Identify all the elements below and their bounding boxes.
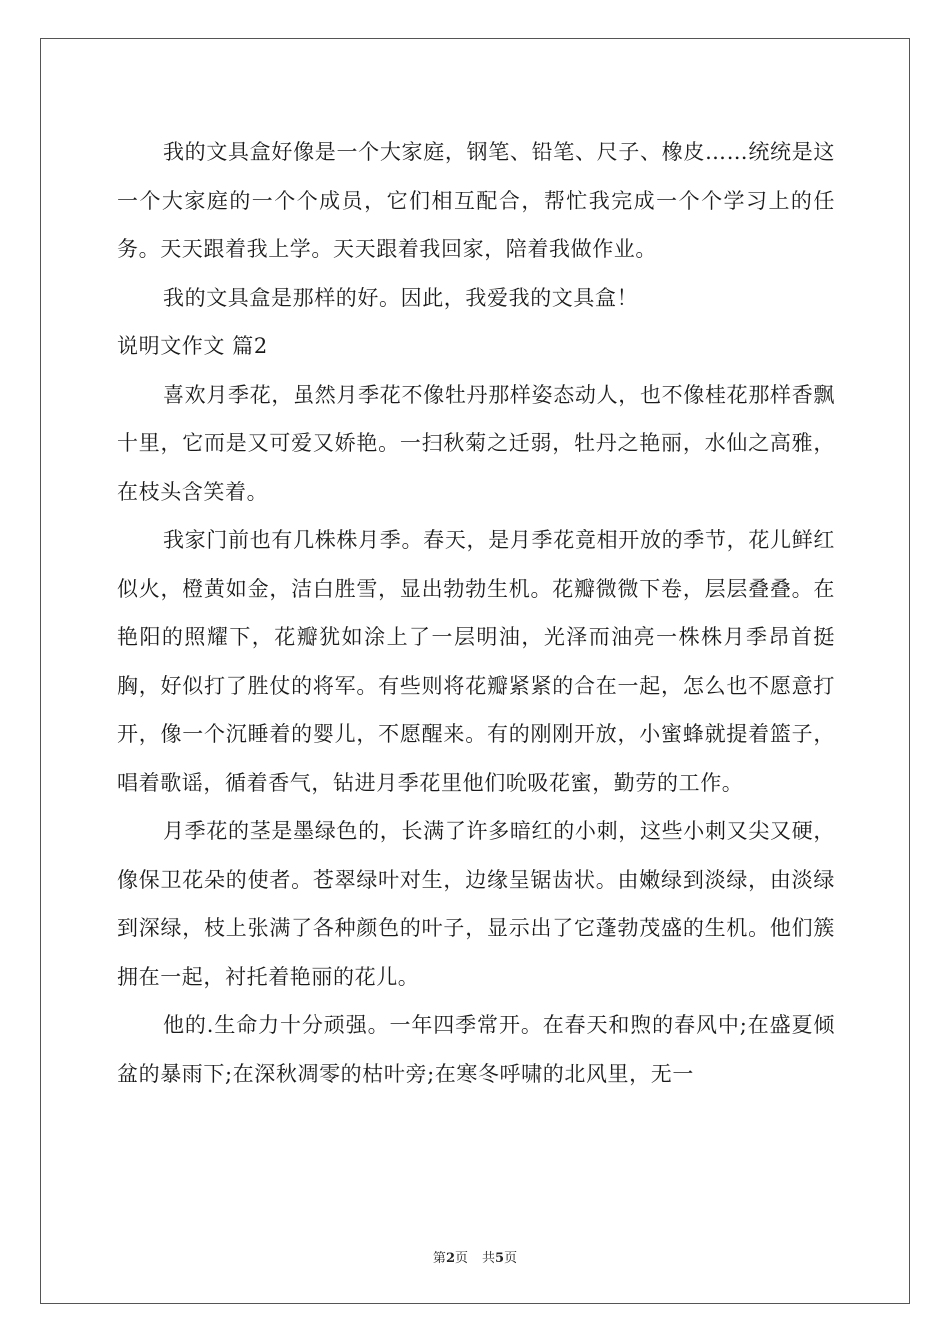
paragraph: 他的.生命力十分顽强。一年四季常开。在春天和煦的春风中;在盛夏倾盆的暴雨下;在深秋凋零的枯叶旁;在寒冬呼啸的北风里，无一 — [117, 1013, 835, 1086]
total-suffix: 页 — [504, 1251, 518, 1266]
paragraph: 我家门前也有几株株月季。春天，是月季花竟相开放的季节，花儿鲜红似火，橙黄如金，洁白胜雪，显出勃勃生机。花瓣微微下卷，层层叠叠。在艳阳的照耀下，花瓣犹如涂上了一层明油，光泽而油亮一株株月季昂首挺胸，好似打了胜仗的将军。有些则将花瓣紧紧的合在一起，怎么也不愿意打开，像一个沉睡着的婴儿，不愿醒来。有的刚刚开放，小蜜蜂就提着篮子，唱着歌谣，循着香气，钻进月季花里他们吮吸花蜜，勤劳的工作。 — [117, 528, 835, 795]
total-pages: 5 — [495, 1251, 505, 1266]
page-footer — [0, 1247, 950, 1266]
section-heading: 说明文作文 篇2 — [117, 334, 268, 358]
page-prefix: 第 — [432, 1251, 446, 1266]
paragraph: 我的文具盒是那样的好。因此，我爱我的文具盒！ — [163, 285, 639, 310]
document-body — [117, 128, 835, 1098]
paragraph: 我的文具盒好像是一个大家庭，钢笔、铅笔、尺子、橡皮……统统是这一个大家庭的一个个成员，它们相互配合，帮忙我完成一个个学习上的任务。天天跟着我上学。天天跟着我回家，陪着我做作业。 — [117, 140, 835, 261]
page-suffix: 页 — [454, 1251, 468, 1266]
page-number: 2 — [445, 1251, 455, 1266]
paragraph: 月季花的茎是墨绿色的，长满了许多暗红的小刺，这些小刺又尖又硬，像保卫花朵的使者。苍翠绿叶对生，边缘呈锯齿状。由嫩绿到淡绿，由淡绿到深绿，枝上张满了各种颜色的叶子，显示出了它蓬勃茂盛的生机。他们簇拥在一起，衬托着艳丽的花儿。 — [117, 819, 835, 989]
paragraph: 喜欢月季花，虽然月季花不像牡丹那样姿态动人，也不像桂花那样香飘十里，它而是又可爱又娇艳。一扫秋菊之迁弱，牡丹之艳丽，水仙之高雅，在枝头含笑着。 — [117, 382, 835, 504]
total-prefix: 共 — [482, 1251, 496, 1266]
